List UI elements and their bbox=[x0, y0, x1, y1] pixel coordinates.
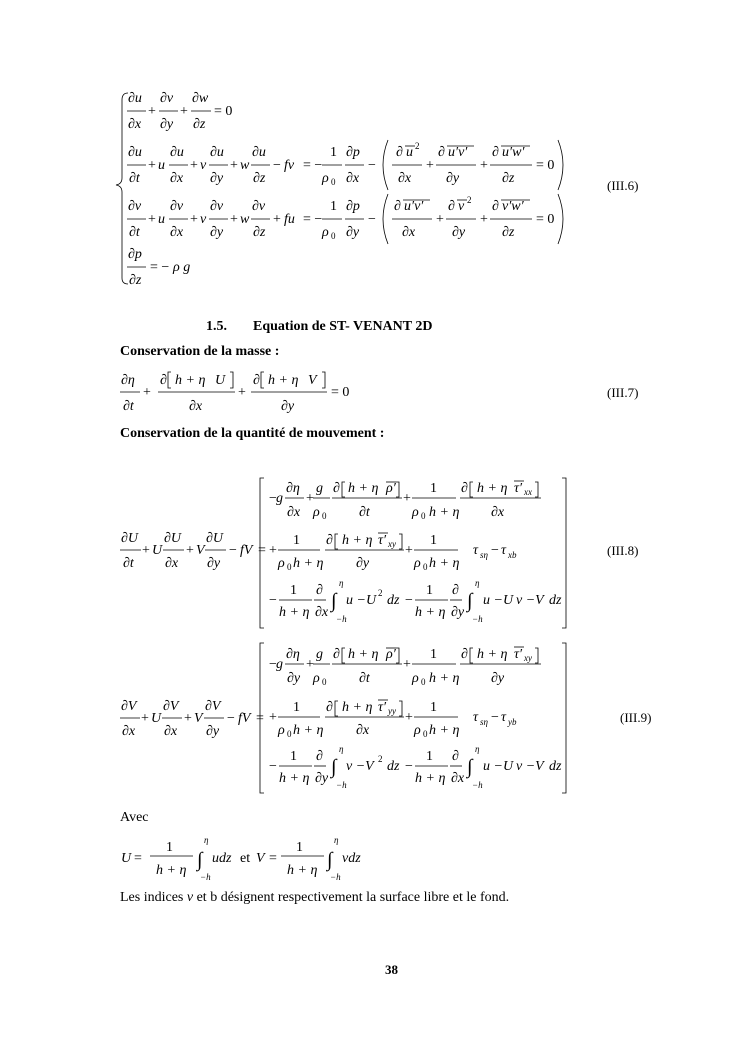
svg-text:1: 1 bbox=[293, 700, 300, 715]
svg-text:+: + bbox=[273, 212, 281, 227]
svg-text:∂z: ∂z bbox=[193, 117, 206, 132]
svg-text:h + η: h + η bbox=[477, 481, 508, 496]
svg-text:+: + bbox=[141, 711, 149, 726]
svg-text:= −: = − bbox=[150, 260, 170, 275]
svg-text:∂: ∂ bbox=[394, 199, 401, 214]
svg-text:h + η: h + η bbox=[415, 771, 446, 786]
svg-text:v: v bbox=[458, 199, 465, 214]
svg-text:−: − bbox=[405, 759, 413, 774]
svg-text:η: η bbox=[475, 744, 480, 754]
svg-text:ρ: ρ bbox=[412, 505, 419, 520]
avec-label: Avec bbox=[120, 810, 149, 825]
svg-text:h + η: h + η bbox=[429, 505, 460, 520]
svg-text:∂x: ∂x bbox=[122, 724, 136, 739]
svg-text:ρ: ρ bbox=[412, 671, 419, 686]
svg-text:τ: τ bbox=[501, 543, 507, 558]
svg-text:h + η: h + η bbox=[415, 605, 446, 620]
svg-text:ρ′: ρ′ bbox=[386, 647, 396, 662]
svg-text:∂U: ∂U bbox=[121, 531, 139, 546]
svg-text:1: 1 bbox=[430, 533, 437, 548]
svg-text:−: − bbox=[491, 710, 499, 725]
svg-text:0: 0 bbox=[287, 562, 292, 572]
svg-text:∂y: ∂y bbox=[446, 171, 460, 186]
svg-text:sη: sη bbox=[480, 550, 488, 560]
svg-text:g: g bbox=[316, 481, 323, 496]
svg-text:−h: −h bbox=[472, 614, 483, 624]
svg-text:xx: xx bbox=[524, 487, 532, 497]
svg-text:=: = bbox=[256, 711, 264, 726]
svg-text:xy: xy bbox=[524, 653, 532, 663]
svg-text:V: V bbox=[194, 711, 203, 726]
svg-text:2: 2 bbox=[378, 754, 383, 764]
svg-text:h + η: h + η bbox=[156, 863, 187, 878]
equation-number-III6: (III.6) bbox=[607, 178, 639, 193]
svg-text:+: + bbox=[186, 543, 194, 558]
svg-text:u: u bbox=[406, 145, 413, 160]
svg-text:∫: ∫ bbox=[327, 849, 333, 871]
svg-text:τ: τ bbox=[501, 710, 507, 725]
svg-text:+: + bbox=[405, 710, 413, 725]
svg-text:v: v bbox=[200, 212, 207, 227]
svg-text:1: 1 bbox=[430, 481, 437, 496]
svg-text:−: − bbox=[229, 543, 237, 558]
svg-text:∂x: ∂x bbox=[128, 117, 142, 132]
svg-text:∂v: ∂v bbox=[160, 91, 174, 106]
svg-text:∂x: ∂x bbox=[398, 171, 412, 186]
svg-text:∫: ∫ bbox=[197, 849, 203, 871]
svg-text:τ: τ bbox=[473, 710, 479, 725]
svg-text:∂: ∂ bbox=[438, 145, 445, 160]
svg-text:h + η: h + η bbox=[279, 605, 310, 620]
momentum-conservation-heading: Conservation de la quantité de mouvement : bbox=[120, 426, 385, 441]
svg-text:∂x: ∂x bbox=[491, 505, 505, 520]
svg-text:∂x: ∂x bbox=[287, 505, 301, 520]
svg-text:+: + bbox=[269, 543, 277, 558]
svg-text:v −V: v −V bbox=[346, 759, 374, 774]
svg-text:+: + bbox=[180, 104, 188, 119]
svg-text:∂y: ∂y bbox=[207, 556, 221, 571]
svg-text:h + η: h + η bbox=[477, 647, 508, 662]
svg-text:∂y: ∂y bbox=[160, 117, 174, 132]
svg-text:∂x: ∂x bbox=[451, 771, 465, 786]
svg-text:∂y: ∂y bbox=[346, 225, 360, 240]
svg-text:∂: ∂ bbox=[333, 647, 340, 662]
svg-text:2: 2 bbox=[378, 588, 383, 598]
svg-text:yy: yy bbox=[388, 706, 396, 716]
svg-text:U: U bbox=[151, 711, 162, 726]
equation-number-III8: (III.8) bbox=[607, 543, 639, 558]
svg-text:−h: −h bbox=[200, 872, 211, 882]
svg-text:w: w bbox=[240, 212, 250, 227]
svg-text:∂v: ∂v bbox=[170, 199, 184, 214]
svg-text:fv: fv bbox=[284, 158, 295, 173]
svg-text:h + η: h + η bbox=[268, 373, 299, 388]
svg-text:∂: ∂ bbox=[160, 373, 167, 388]
svg-text:+: + bbox=[184, 711, 192, 726]
svg-text:−h: −h bbox=[330, 872, 341, 882]
svg-text:∂x: ∂x bbox=[170, 225, 184, 240]
svg-text:v′w′: v′w′ bbox=[502, 199, 524, 214]
svg-text:1: 1 bbox=[430, 647, 437, 662]
section-number: 1.5. bbox=[206, 319, 227, 334]
svg-text:∂V: ∂V bbox=[121, 699, 137, 714]
svg-text:−: − bbox=[269, 593, 277, 608]
definitions-connector: et bbox=[240, 851, 251, 866]
svg-text:1: 1 bbox=[290, 583, 297, 598]
svg-text:= 0: = 0 bbox=[536, 158, 555, 173]
svg-text:dz: dz bbox=[549, 759, 562, 774]
svg-text:η: η bbox=[339, 578, 344, 588]
svg-text:∂: ∂ bbox=[326, 700, 333, 715]
svg-text:∂p: ∂p bbox=[346, 145, 360, 160]
svg-text:∂: ∂ bbox=[396, 145, 403, 160]
svg-text:∂x: ∂x bbox=[165, 556, 179, 571]
svg-text:+: + bbox=[148, 158, 156, 173]
svg-text:∂t: ∂t bbox=[123, 399, 134, 414]
mass-conservation-heading: Conservation de la masse : bbox=[120, 344, 280, 359]
svg-text:u′v′: u′v′ bbox=[404, 199, 424, 214]
svg-text:h + η: h + η bbox=[293, 723, 324, 738]
svg-text:∂x: ∂x bbox=[189, 399, 203, 414]
svg-text:ρ: ρ bbox=[322, 171, 329, 186]
svg-text:sη: sη bbox=[480, 717, 488, 727]
svg-text:∂y: ∂y bbox=[281, 399, 295, 414]
svg-text:∂t: ∂t bbox=[129, 225, 140, 240]
svg-text:∂y: ∂y bbox=[287, 671, 301, 686]
svg-text:∂η: ∂η bbox=[121, 373, 135, 388]
svg-text:+: + bbox=[405, 543, 413, 558]
svg-text:+: + bbox=[269, 710, 277, 725]
svg-text:= −: = − bbox=[303, 158, 323, 173]
svg-text:xb: xb bbox=[508, 550, 517, 560]
svg-text:∂y: ∂y bbox=[210, 171, 224, 186]
svg-text:∂x: ∂x bbox=[164, 724, 178, 739]
svg-text:∂: ∂ bbox=[492, 199, 499, 214]
svg-text:∂: ∂ bbox=[461, 481, 468, 496]
svg-text:+: + bbox=[190, 158, 198, 173]
svg-text:U: U bbox=[121, 851, 132, 866]
svg-text:−: − bbox=[273, 158, 281, 173]
svg-text:∫: ∫ bbox=[331, 590, 337, 612]
svg-text:+: + bbox=[306, 491, 314, 506]
svg-text:+: + bbox=[143, 385, 151, 400]
svg-text:∂y: ∂y bbox=[210, 225, 224, 240]
svg-text:fV: fV bbox=[238, 711, 251, 726]
svg-text:∫: ∫ bbox=[331, 756, 337, 778]
svg-text:+: + bbox=[238, 385, 246, 400]
svg-text:U: U bbox=[152, 543, 163, 558]
svg-text:ρ: ρ bbox=[278, 556, 285, 571]
svg-text:ρ′: ρ′ bbox=[386, 481, 396, 496]
svg-text:∂u: ∂u bbox=[128, 91, 142, 106]
svg-text:∂η: ∂η bbox=[286, 481, 300, 496]
svg-text:g: g bbox=[316, 647, 323, 662]
svg-text:V: V bbox=[256, 851, 265, 866]
svg-text:udz: udz bbox=[212, 851, 232, 866]
indices-prefix: Les indices bbox=[120, 890, 184, 905]
svg-text:∂z: ∂z bbox=[502, 225, 515, 240]
indices-var-v: v bbox=[186, 890, 194, 905]
svg-text:∂v: ∂v bbox=[210, 199, 224, 214]
svg-text:∂y: ∂y bbox=[206, 724, 220, 739]
svg-text:η: η bbox=[339, 744, 344, 754]
svg-text:=: = bbox=[134, 851, 142, 866]
svg-text:1: 1 bbox=[426, 749, 433, 764]
svg-text:∂u: ∂u bbox=[252, 145, 266, 160]
svg-text:+: + bbox=[148, 212, 156, 227]
svg-text:=: = bbox=[258, 543, 266, 558]
svg-text:+: + bbox=[403, 657, 411, 672]
svg-text:0: 0 bbox=[423, 562, 428, 572]
svg-text:h + η: h + η bbox=[342, 533, 373, 548]
svg-text:dz: dz bbox=[387, 759, 400, 774]
svg-text:∂z: ∂z bbox=[253, 225, 266, 240]
svg-text:v −V: v −V bbox=[516, 593, 544, 608]
svg-text:0: 0 bbox=[331, 177, 336, 187]
svg-text:∂u: ∂u bbox=[170, 145, 184, 160]
svg-text:ρ: ρ bbox=[322, 225, 329, 240]
svg-text:= 0: = 0 bbox=[331, 385, 350, 400]
svg-text:∂: ∂ bbox=[333, 481, 340, 496]
svg-text:0: 0 bbox=[287, 729, 292, 739]
svg-text:h + η: h + η bbox=[279, 771, 310, 786]
svg-text:dz: dz bbox=[549, 593, 562, 608]
svg-text:0: 0 bbox=[322, 511, 327, 521]
svg-text:−h: −h bbox=[336, 780, 347, 790]
section-title: Equation de ST- VENANT 2D bbox=[253, 319, 433, 334]
svg-text:∂u: ∂u bbox=[210, 145, 224, 160]
svg-text:−: − bbox=[269, 491, 277, 506]
svg-text:+: + bbox=[403, 491, 411, 506]
svg-text:h + η: h + η bbox=[429, 723, 460, 738]
svg-text:∂: ∂ bbox=[316, 749, 323, 764]
svg-text:+: + bbox=[436, 212, 444, 227]
svg-text:dz: dz bbox=[387, 593, 400, 608]
svg-text:1: 1 bbox=[296, 840, 303, 855]
svg-text:−: − bbox=[368, 212, 376, 227]
svg-text:∂: ∂ bbox=[448, 199, 455, 214]
svg-text:τ′: τ′ bbox=[514, 647, 523, 662]
indices-sentence bbox=[120, 890, 509, 906]
svg-text:h + η: h + η bbox=[348, 481, 379, 496]
svg-text:−: − bbox=[368, 158, 376, 173]
svg-text:∂v: ∂v bbox=[252, 199, 266, 214]
svg-text:= 0: = 0 bbox=[214, 104, 233, 119]
svg-text:η: η bbox=[475, 578, 480, 588]
svg-text:η: η bbox=[204, 835, 209, 845]
svg-text:+: + bbox=[142, 543, 150, 558]
svg-text:ρ: ρ bbox=[313, 505, 320, 520]
svg-text:1: 1 bbox=[290, 749, 297, 764]
svg-text:h + η: h + η bbox=[287, 863, 318, 878]
svg-text:vdz: vdz bbox=[342, 851, 361, 866]
svg-text:ρ: ρ bbox=[414, 556, 421, 571]
svg-text:−: − bbox=[227, 711, 235, 726]
svg-text:τ: τ bbox=[473, 543, 479, 558]
svg-text:∂u: ∂u bbox=[128, 145, 142, 160]
svg-text:∂x: ∂x bbox=[315, 605, 329, 620]
svg-text:∂: ∂ bbox=[452, 749, 459, 764]
svg-text:2: 2 bbox=[467, 195, 472, 205]
svg-text:1: 1 bbox=[293, 533, 300, 548]
svg-text:ρ: ρ bbox=[278, 723, 285, 738]
svg-text:1: 1 bbox=[430, 700, 437, 715]
equation-number-III7: (III.7) bbox=[607, 385, 639, 400]
svg-text:−h: −h bbox=[336, 614, 347, 624]
svg-text:−h: −h bbox=[472, 780, 483, 790]
svg-text:+: + bbox=[230, 158, 238, 173]
svg-text:∂η: ∂η bbox=[286, 647, 300, 662]
svg-text:1: 1 bbox=[166, 840, 173, 855]
svg-text:0: 0 bbox=[423, 729, 428, 739]
svg-text:=: = bbox=[269, 851, 277, 866]
svg-text:+: + bbox=[426, 158, 434, 173]
svg-text:∂t: ∂t bbox=[123, 556, 134, 571]
svg-text:v: v bbox=[200, 158, 207, 173]
svg-text:h + η: h + η bbox=[429, 671, 460, 686]
svg-text:−: − bbox=[405, 593, 413, 608]
svg-text:∂y: ∂y bbox=[491, 671, 505, 686]
svg-text:+: + bbox=[480, 212, 488, 227]
svg-text:V: V bbox=[196, 543, 205, 558]
svg-text:h + η: h + η bbox=[429, 556, 460, 571]
svg-text:1: 1 bbox=[330, 199, 337, 214]
svg-text:τ′: τ′ bbox=[378, 700, 387, 715]
page-number: 38 bbox=[385, 962, 398, 977]
svg-text:+: + bbox=[480, 158, 488, 173]
svg-text:∂t: ∂t bbox=[359, 671, 370, 686]
svg-text:0: 0 bbox=[322, 677, 327, 687]
svg-text:2: 2 bbox=[415, 141, 420, 151]
svg-text:∂V: ∂V bbox=[205, 699, 221, 714]
svg-text:∂y: ∂y bbox=[451, 605, 465, 620]
svg-text:∂: ∂ bbox=[492, 145, 499, 160]
svg-text:u −U: u −U bbox=[346, 593, 377, 608]
svg-text:+: + bbox=[190, 212, 198, 227]
svg-text:∫: ∫ bbox=[467, 590, 473, 612]
svg-text:∂U: ∂U bbox=[164, 531, 182, 546]
svg-text:∂U: ∂U bbox=[206, 531, 224, 546]
svg-text:−: − bbox=[269, 759, 277, 774]
svg-text:−: − bbox=[269, 657, 277, 672]
svg-text:∂: ∂ bbox=[316, 583, 323, 598]
svg-text:h + η: h + η bbox=[293, 556, 324, 571]
svg-text:u: u bbox=[158, 212, 165, 227]
svg-text:∂z: ∂z bbox=[253, 171, 266, 186]
svg-text:g: g bbox=[276, 657, 283, 672]
svg-text:∂x: ∂x bbox=[356, 723, 370, 738]
svg-text:∂z: ∂z bbox=[502, 171, 515, 186]
svg-text:0: 0 bbox=[421, 677, 426, 687]
svg-text:h + η: h + η bbox=[342, 700, 373, 715]
svg-text:u −U: u −U bbox=[483, 593, 514, 608]
svg-text:∫: ∫ bbox=[467, 756, 473, 778]
svg-text:η: η bbox=[334, 835, 339, 845]
svg-text:= −: = − bbox=[303, 212, 323, 227]
svg-text:τ′: τ′ bbox=[378, 533, 387, 548]
svg-text:v −V: v −V bbox=[516, 759, 544, 774]
svg-text:w: w bbox=[240, 158, 250, 173]
svg-text:∂V: ∂V bbox=[163, 699, 179, 714]
svg-text:+: + bbox=[306, 657, 314, 672]
svg-text:∂x: ∂x bbox=[170, 171, 184, 186]
svg-text:∂y: ∂y bbox=[315, 771, 329, 786]
svg-text:∂x: ∂x bbox=[346, 171, 360, 186]
svg-text:fV: fV bbox=[240, 543, 253, 558]
svg-text:1: 1 bbox=[330, 145, 337, 160]
svg-text:h + η: h + η bbox=[175, 373, 206, 388]
svg-text:0: 0 bbox=[331, 231, 336, 241]
svg-text:u: u bbox=[158, 158, 165, 173]
equation-number-III9: (III.9) bbox=[620, 710, 652, 725]
svg-text:+: + bbox=[148, 104, 156, 119]
svg-text:+: + bbox=[230, 212, 238, 227]
svg-text:h + η: h + η bbox=[348, 647, 379, 662]
svg-text:∂t: ∂t bbox=[129, 171, 140, 186]
svg-text:ρ g: ρ g bbox=[173, 260, 191, 275]
svg-text:∂w: ∂w bbox=[192, 91, 209, 106]
svg-text:xy: xy bbox=[388, 539, 396, 549]
svg-text:yb: yb bbox=[508, 717, 517, 727]
svg-text:u −U: u −U bbox=[483, 759, 514, 774]
svg-text:∂: ∂ bbox=[452, 583, 459, 598]
svg-text:ρ: ρ bbox=[313, 671, 320, 686]
svg-text:ρ: ρ bbox=[414, 723, 421, 738]
svg-text:∂y: ∂y bbox=[452, 225, 466, 240]
svg-text:U: U bbox=[215, 373, 226, 388]
svg-text:τ′: τ′ bbox=[514, 481, 523, 496]
svg-text:V: V bbox=[308, 373, 317, 388]
svg-text:−: − bbox=[491, 543, 499, 558]
svg-text:∂y: ∂y bbox=[356, 556, 370, 571]
indices-suffix: et b désignent respectivement la surface libre et le fond. bbox=[196, 890, 510, 905]
svg-text:∂p: ∂p bbox=[346, 199, 360, 214]
svg-text:∂: ∂ bbox=[326, 533, 333, 548]
svg-text:= 0: = 0 bbox=[536, 212, 555, 227]
svg-text:0: 0 bbox=[421, 511, 426, 521]
svg-text:u′w′: u′w′ bbox=[502, 145, 525, 160]
svg-text:∂p: ∂p bbox=[128, 247, 142, 262]
svg-text:∂t: ∂t bbox=[359, 505, 370, 520]
svg-text:g: g bbox=[276, 491, 283, 506]
svg-text:∂z: ∂z bbox=[129, 273, 142, 288]
svg-text:∂: ∂ bbox=[461, 647, 468, 662]
svg-text:u′v′: u′v′ bbox=[448, 145, 468, 160]
svg-text:fu: fu bbox=[284, 212, 295, 227]
svg-text:1: 1 bbox=[426, 583, 433, 598]
svg-text:∂: ∂ bbox=[253, 373, 260, 388]
svg-text:∂x: ∂x bbox=[402, 225, 416, 240]
svg-text:∂v: ∂v bbox=[128, 199, 142, 214]
